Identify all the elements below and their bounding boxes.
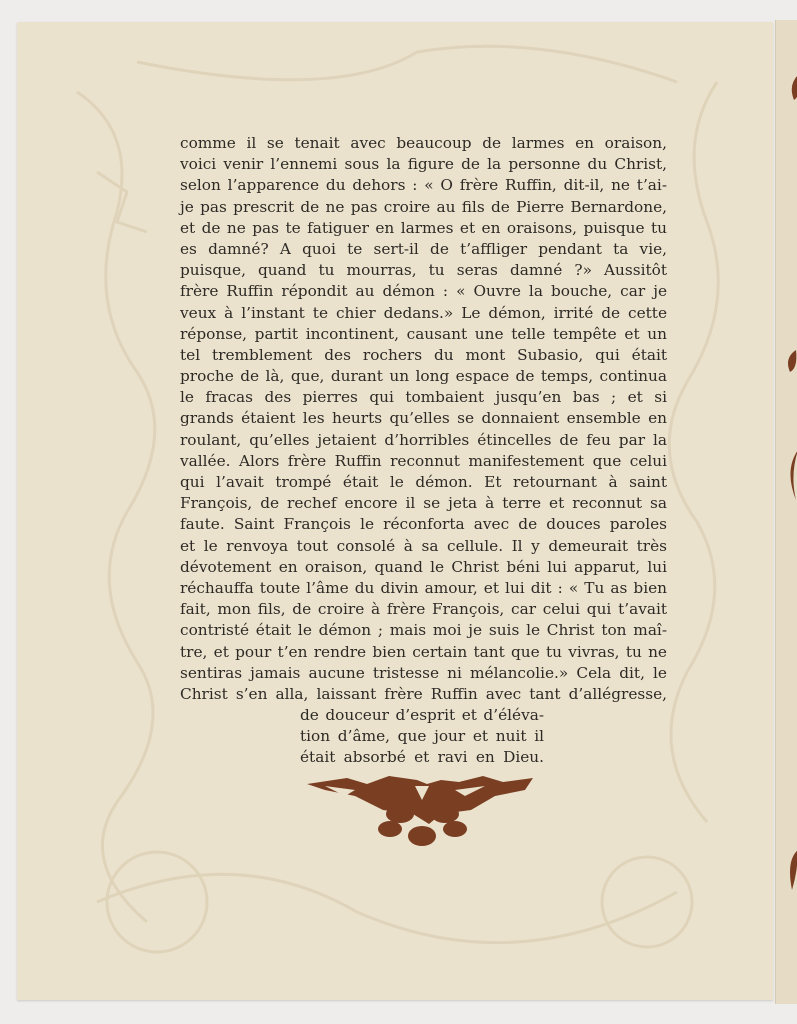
text-line: es damné? A quoi te sert-il de t’affliger pendant ta vie, <box>180 239 667 258</box>
text-line: de douceur d’esprit et d’éléva- <box>300 706 544 724</box>
text-line: contristé était le démon ; mais moi je suis le Christ ton maî- <box>180 621 667 640</box>
text-line: je pas prescrit de ne pas croire au fils de Pierre Bernardone, <box>180 197 667 216</box>
text-line: et de ne pas te fatiguer en larmes et en oraisons, puisque tu <box>180 218 667 237</box>
text-line: tel tremblement des rochers du mont Subasio, qui était <box>180 345 667 364</box>
text-line: proche de là, que, durant un long espace de temps, continua <box>180 367 667 386</box>
text-line: Christ s’en alla, laissant frère Ruffin avec tant d’allégresse, <box>180 684 667 703</box>
text-line: fait, mon fils, de croire à frère François, car celui qui t’avait <box>180 600 667 619</box>
tailpiece-vignette <box>305 774 541 855</box>
text-line: selon l’apparence du dehors : « O frère Ruffin, dit-il, ne t’ai- <box>180 176 667 195</box>
text-line: était absorbé et ravi en Dieu. <box>300 748 544 767</box>
text-line: veux à l’instant te chier dedans.» Le démon, irrité de cette <box>180 303 667 322</box>
text-line: puisque, quand tu mourras, tu seras damné ?» Aussitôt <box>180 261 667 280</box>
text-line: grands étaient les heurts qu’elles se donnaient ensemble en <box>180 409 667 428</box>
text-line: faute. Saint François le réconforta avec de douces paroles <box>180 515 667 534</box>
text-line: voici venir l’ennemi sous la figure de la personne du Christ, <box>180 155 667 174</box>
text-line: frère Ruffin répondit au démon : « Ouvre la bouche, car je <box>180 282 667 301</box>
text-line: réchauffa toute l’âme du divin amour, et lui dit : « Tu as bien <box>180 578 667 597</box>
text-line: vallée. Alors frère Ruffin reconnut manifestement que celui <box>180 451 667 470</box>
text-line: et le renvoya tout consolé à sa cellule. Il y demeurait très <box>180 536 667 555</box>
next-page-edge <box>775 20 797 1004</box>
closing-text <box>300 705 544 769</box>
next-page-ornament <box>776 20 797 1004</box>
text-line: le fracas des pierres qui tombaient jusqu’en bas ; et si <box>180 388 667 407</box>
text-line: qui l’avait trompé était le démon. Et retournant à saint <box>180 473 667 491</box>
text-line: dévotement en oraison, quand le Christ béni lui apparut, lui <box>180 557 667 576</box>
text-line: sentiras jamais aucune tristesse ni mélancolie.» Cela dit, le <box>180 663 667 682</box>
text-line: réponse, partit incontinent, causant une telle tempête et un <box>180 324 667 343</box>
text-line: comme il se tenait avec beaucoup de larmes en oraison, <box>180 134 667 152</box>
text-line: tion d’âme, que jour et nuit il <box>300 727 544 746</box>
text-line: roulant, qu’elles jetaient d’horribles étincelles de feu par la <box>180 430 667 449</box>
text-line: François, de rechef encore il se jeta à terre et reconnut sa <box>180 494 667 513</box>
text-line: tre, et pour t’en rendre bien certain tant que tu vivras, tu ne <box>180 642 667 661</box>
body-text <box>180 133 667 705</box>
